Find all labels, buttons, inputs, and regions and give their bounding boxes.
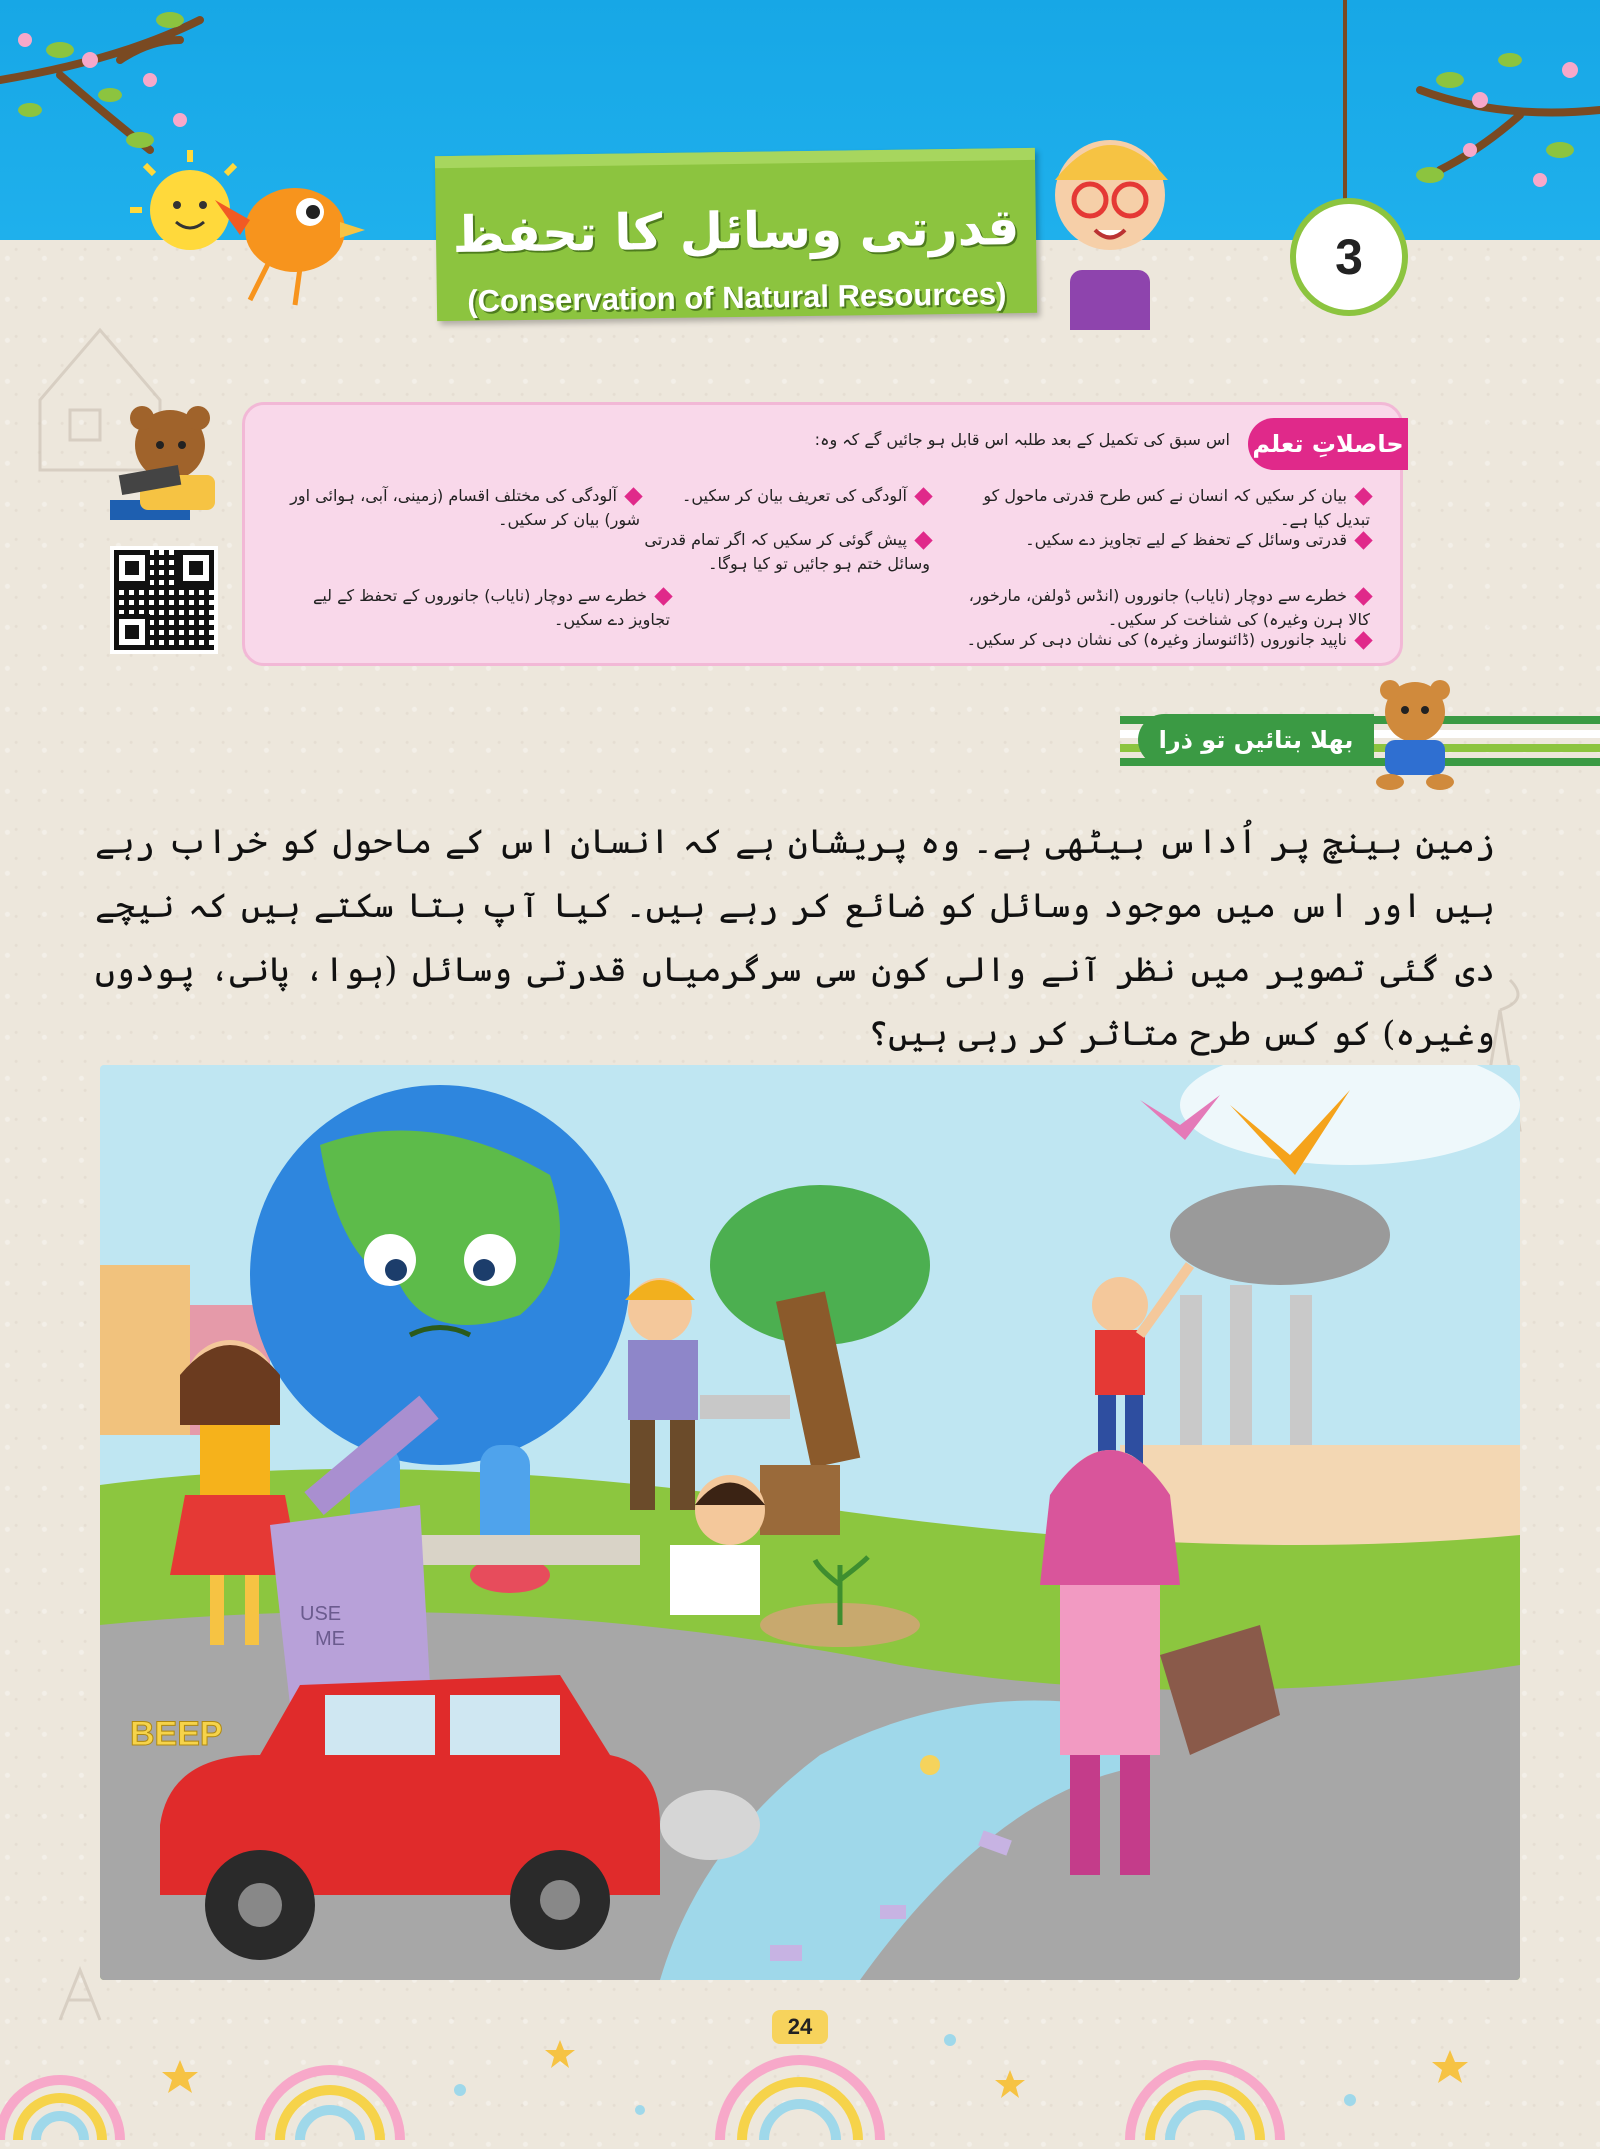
outcome-item: قدرتی وسائل کے تحفظ کے لیے تجاویز دے سکیں۔ <box>970 528 1370 552</box>
chapter-title-english: (Conservation of Natural Resources) <box>467 276 1007 319</box>
section-title: بھلا بتائیں تو ذرا <box>1138 714 1374 766</box>
page-number: 24 <box>772 2010 828 2044</box>
rainbow-icon <box>0 2080 120 2140</box>
section-paragraph: زمین بینچ پر اُداس بیٹھی ہے۔ وہ پریشان ہے کہ انسان اس کے ماحول کو خراب رہے ہیں اور اس میں موجود وسائل کو ضائع کر رہے ہیں۔ کیا آپ بتا سکتے ہیں کہ نیچے دی گئی تصویر میں نظر آنے والی کون سی سرگرمیاں قدرتی وسائل (ہوا، پانی، پودوں وغیرہ) کو کس طرح متاثر کر رہی ہیں؟ <box>95 822 1495 1054</box>
bear-reading-icon <box>100 400 240 530</box>
outcome-item: بیان کر سکیں کہ انسان نے کس طرح قدرتی ماحول کو تبدیل کیا ہے۔ <box>970 484 1370 532</box>
outcome-item: پیش گوئی کر سکیں کہ اگر تمام قدرتی وسائل ختم ہو جائیں تو کیا ہوگا۔ <box>600 528 930 576</box>
outcome-item: ناپید جانوروں (ڈائنوساز وغیرہ) کی نشان دہی کر سکیں۔ <box>950 628 1370 652</box>
building-icon <box>100 1265 190 1435</box>
outcome-item: آلودگی کی مختلف اقسام (زمینی، آبی، ہوائی اور شور) بیان کر سکیں۔ <box>270 484 640 532</box>
environment-illustration <box>100 1065 1520 1980</box>
car-beep-label: BEEP <box>130 1715 223 1753</box>
bird-icon <box>215 188 365 305</box>
star-icon <box>162 2040 1468 2098</box>
girl-character-icon <box>1055 140 1168 330</box>
chapter-title-urdu: قدرتی وسائل کا تحفظ <box>452 198 1020 264</box>
rainbow-icon <box>260 2070 400 2140</box>
bin-label: USE <box>300 1603 342 1625</box>
chapter-number: 3 <box>1290 198 1408 316</box>
sun-icon <box>130 150 235 250</box>
rainbow-icon <box>1130 2065 1280 2140</box>
outcome-item: خطرے سے دوچار (نایاب) جانوروں کے تحفظ کے لیے تجاویز دے سکیں۔ <box>270 584 670 632</box>
exhaust-smoke-icon <box>660 1790 760 1860</box>
title-card <box>435 148 1037 321</box>
rainbow-icon <box>720 2060 880 2140</box>
qr-code[interactable] <box>110 546 218 654</box>
outcome-item: خطرے سے دوچار (نایاب) جانوروں (انڈس ڈولفن، مارخور، کالا ہرن وغیرہ) کی شناخت کر سکیں۔ <box>950 584 1370 632</box>
bear-sitting-icon <box>1360 672 1470 792</box>
bin-label: ME <box>315 1628 345 1650</box>
smoke-icon <box>1170 1185 1390 1285</box>
right-branch-icon <box>1345 0 1600 200</box>
left-branch-icon <box>0 12 200 150</box>
learning-outcomes-tag: حاصلاتِ تعلم <box>1248 418 1408 470</box>
outcome-item: آلودگی کی تعریف بیان کر سکیں۔ <box>660 484 930 508</box>
learning-outcomes-intro: اس سبق کی تکمیل کے بعد طلبہ اس قابل ہو جائیں گے کہ وہ: <box>814 430 1230 449</box>
